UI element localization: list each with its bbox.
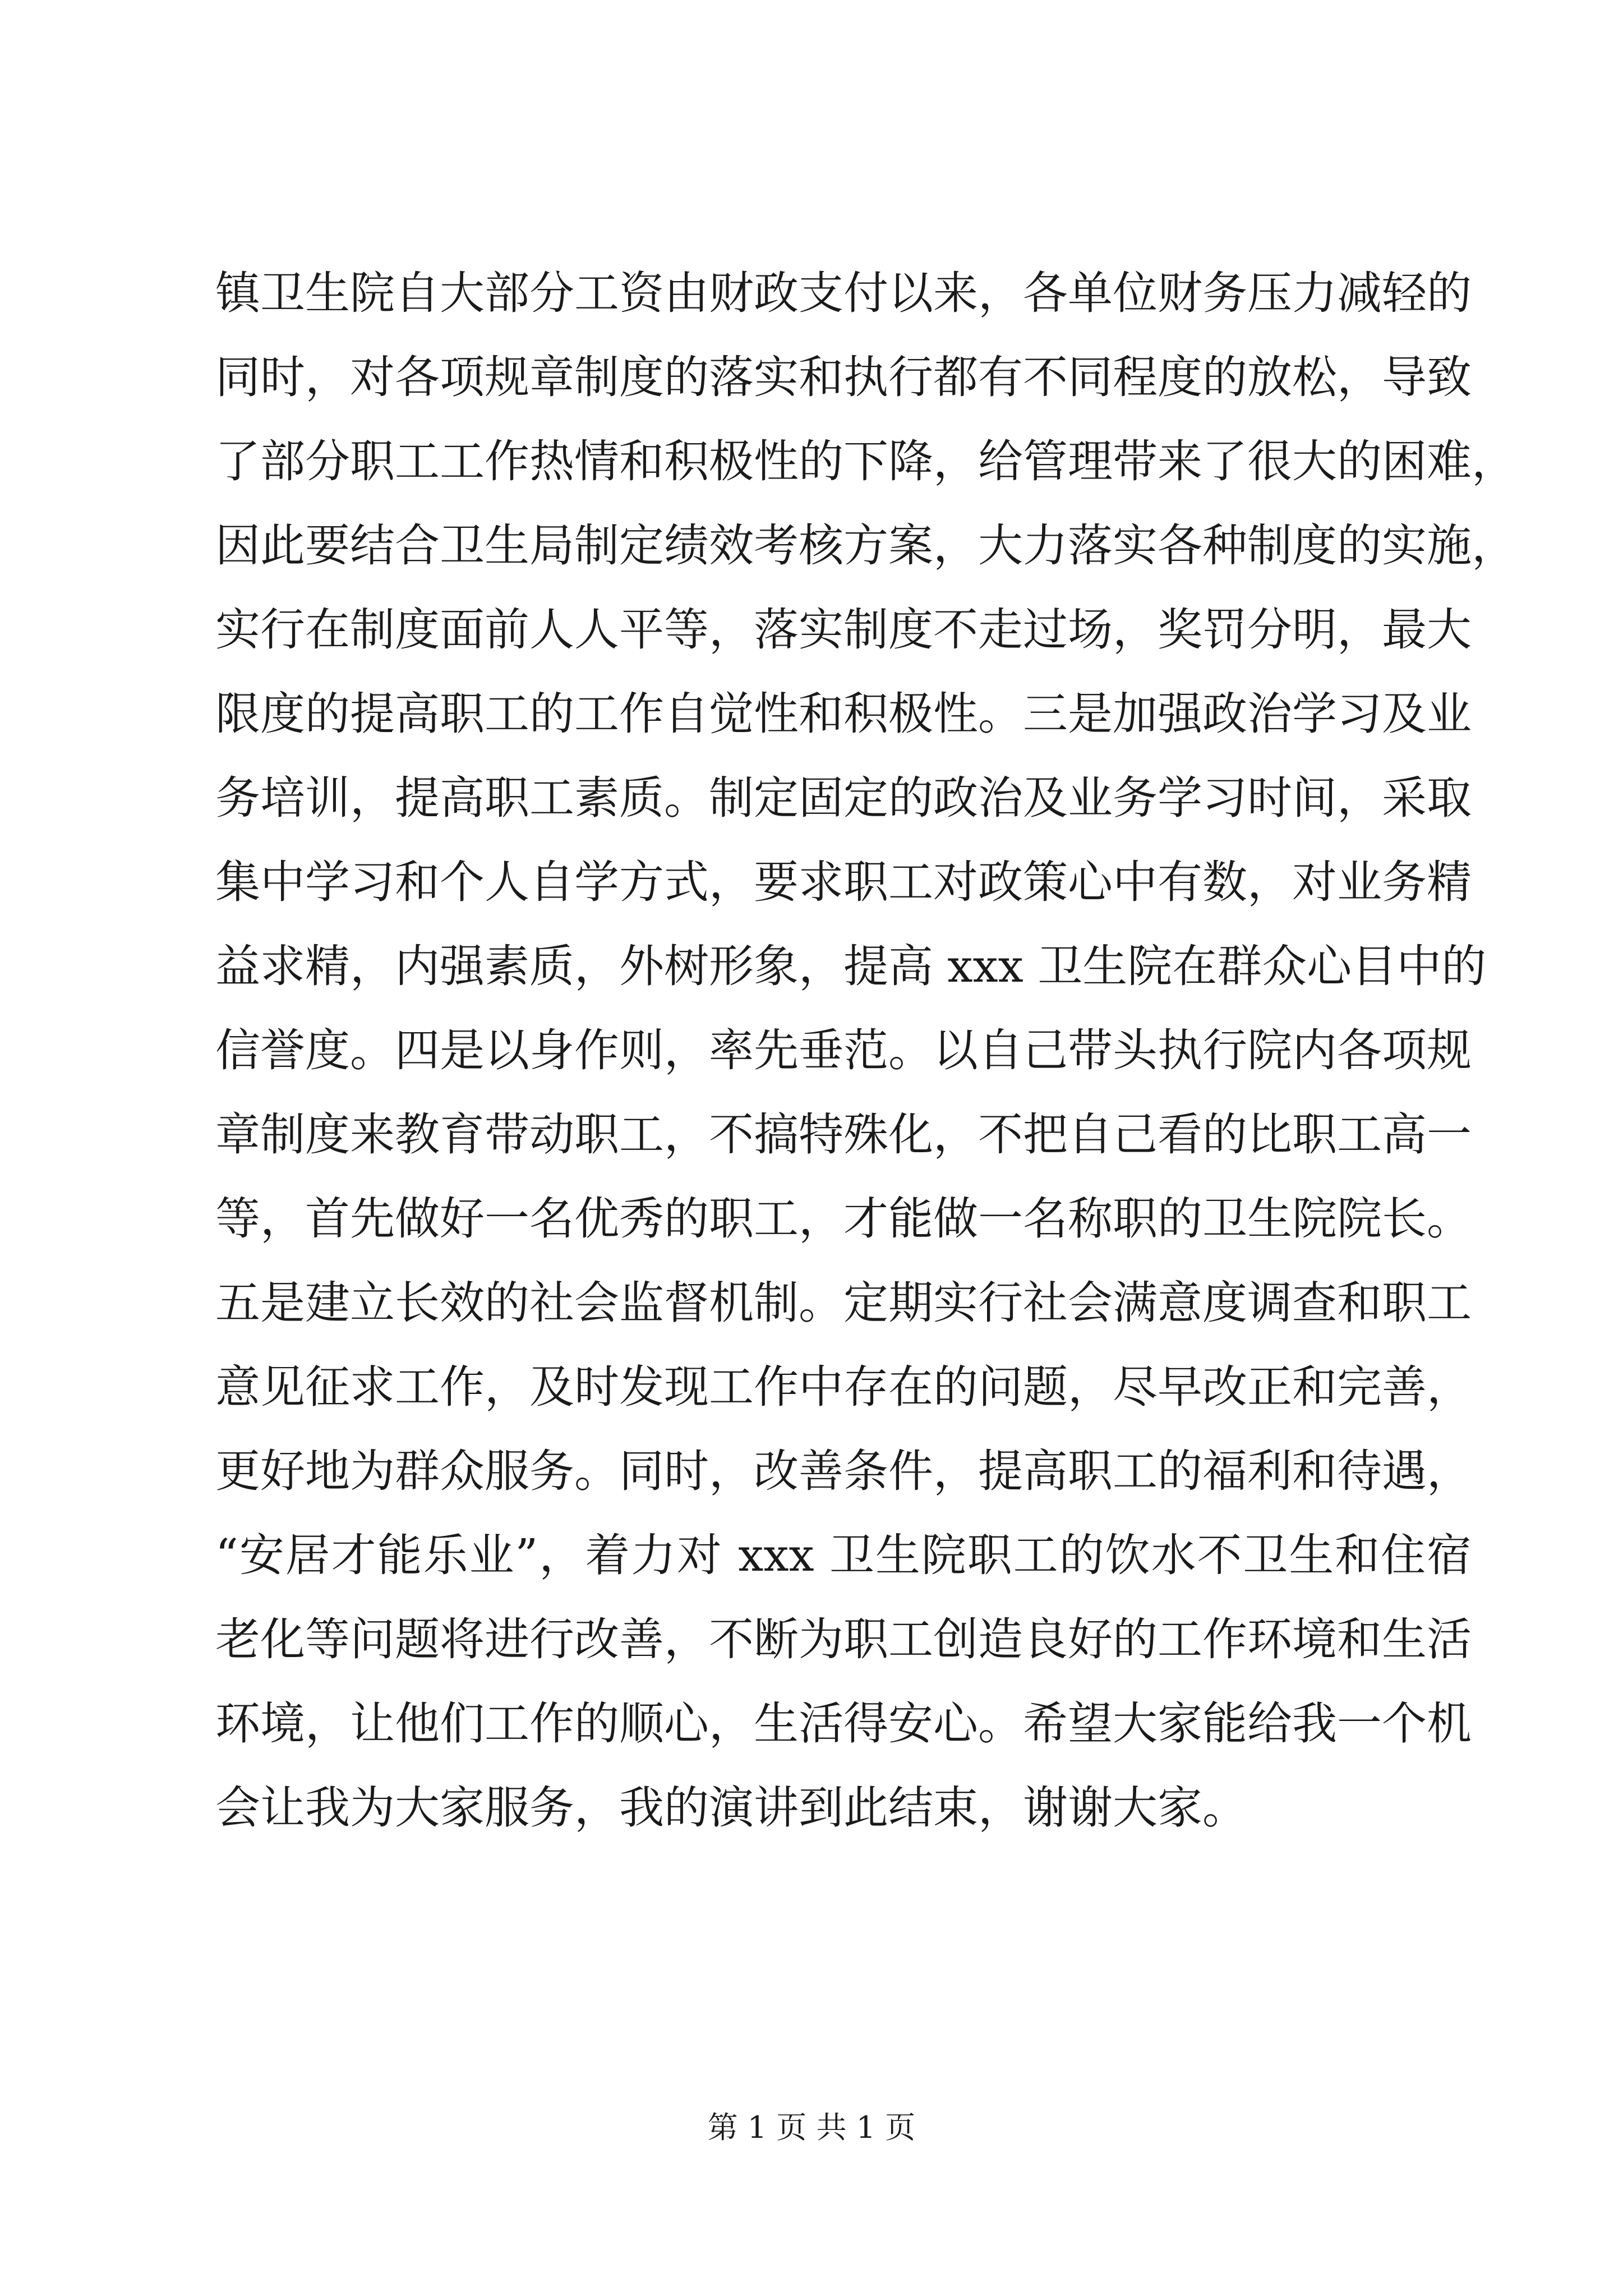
text-line: 会让我为大家服务，我的演讲到此结束，谢谢大家。 (215, 1782, 1247, 1834)
text-line: 意见征求工作，及时发现工作中存在的问题，尽早改正和完善， (215, 1361, 1472, 1413)
text-line: 集中学习和个人自学方式，要求职工对政策心中有数，对业务精 (215, 856, 1472, 908)
text-line: 镇卫生院自大部分工资由财政支付以来，各单位财务压力减轻的 (215, 267, 1472, 319)
text-line: 章制度来教育带动职工，不搞特殊化，不把自己看的比职工高一 (215, 1108, 1472, 1161)
text-line: 益求精，内强素质，外树形象，提高 xxx 卫生院在群众心目中的 (215, 940, 1487, 992)
page-number-label: 第 1 页 共 1 页 (707, 2110, 916, 2145)
text-line: 了部分职工工作热情和积极性的下降，给管理带来了很大的困难， (215, 435, 1516, 487)
text-line: 等，首先做好一名优秀的职工，才能做一名称职的卫生院院长。 (215, 1193, 1472, 1245)
text-line: 更好地为群众服务。同时，改善条件，提高职工的福利和待遇， (215, 1445, 1472, 1497)
text-line: 同时，对各项规章制度的落实和执行都有不同程度的放松，导致 (215, 351, 1472, 403)
text-line: 实行在制度面前人人平等，落实制度不走过场，奖罚分明，最大 (215, 604, 1472, 656)
text-line: 老化等问题将进行改善，不断为职工创造良好的工作环境和生活 (215, 1613, 1472, 1665)
text-line: 环境，让他们工作的顺心，生活得安心。希望大家能给我一个机 (215, 1697, 1472, 1750)
text-line: 五是建立长效的社会监督机制。定期实行社会满意度调查和职工 (215, 1277, 1472, 1329)
body-paragraph (215, 251, 1516, 1850)
text-line: 务培训，提高职工素质。制定固定的政治及业务学习时间，采取 (215, 772, 1472, 824)
text-line: 限度的提高职工的工作自觉性和积极性。三是加强政治学习及业 (215, 688, 1472, 740)
text-line: “安居才能乐业”，着力对 xxx 卫生院职工的饮水不卫生和住宿 (215, 1529, 1472, 1581)
page-footer (0, 2104, 1623, 2147)
text-line: 因此要结合卫生局制定绩效考核方案，大力落实各种制度的实施， (215, 519, 1516, 572)
text-line: 信誉度。四是以身作则，率先垂范。以自己带头执行院内各项规 (215, 1024, 1472, 1076)
